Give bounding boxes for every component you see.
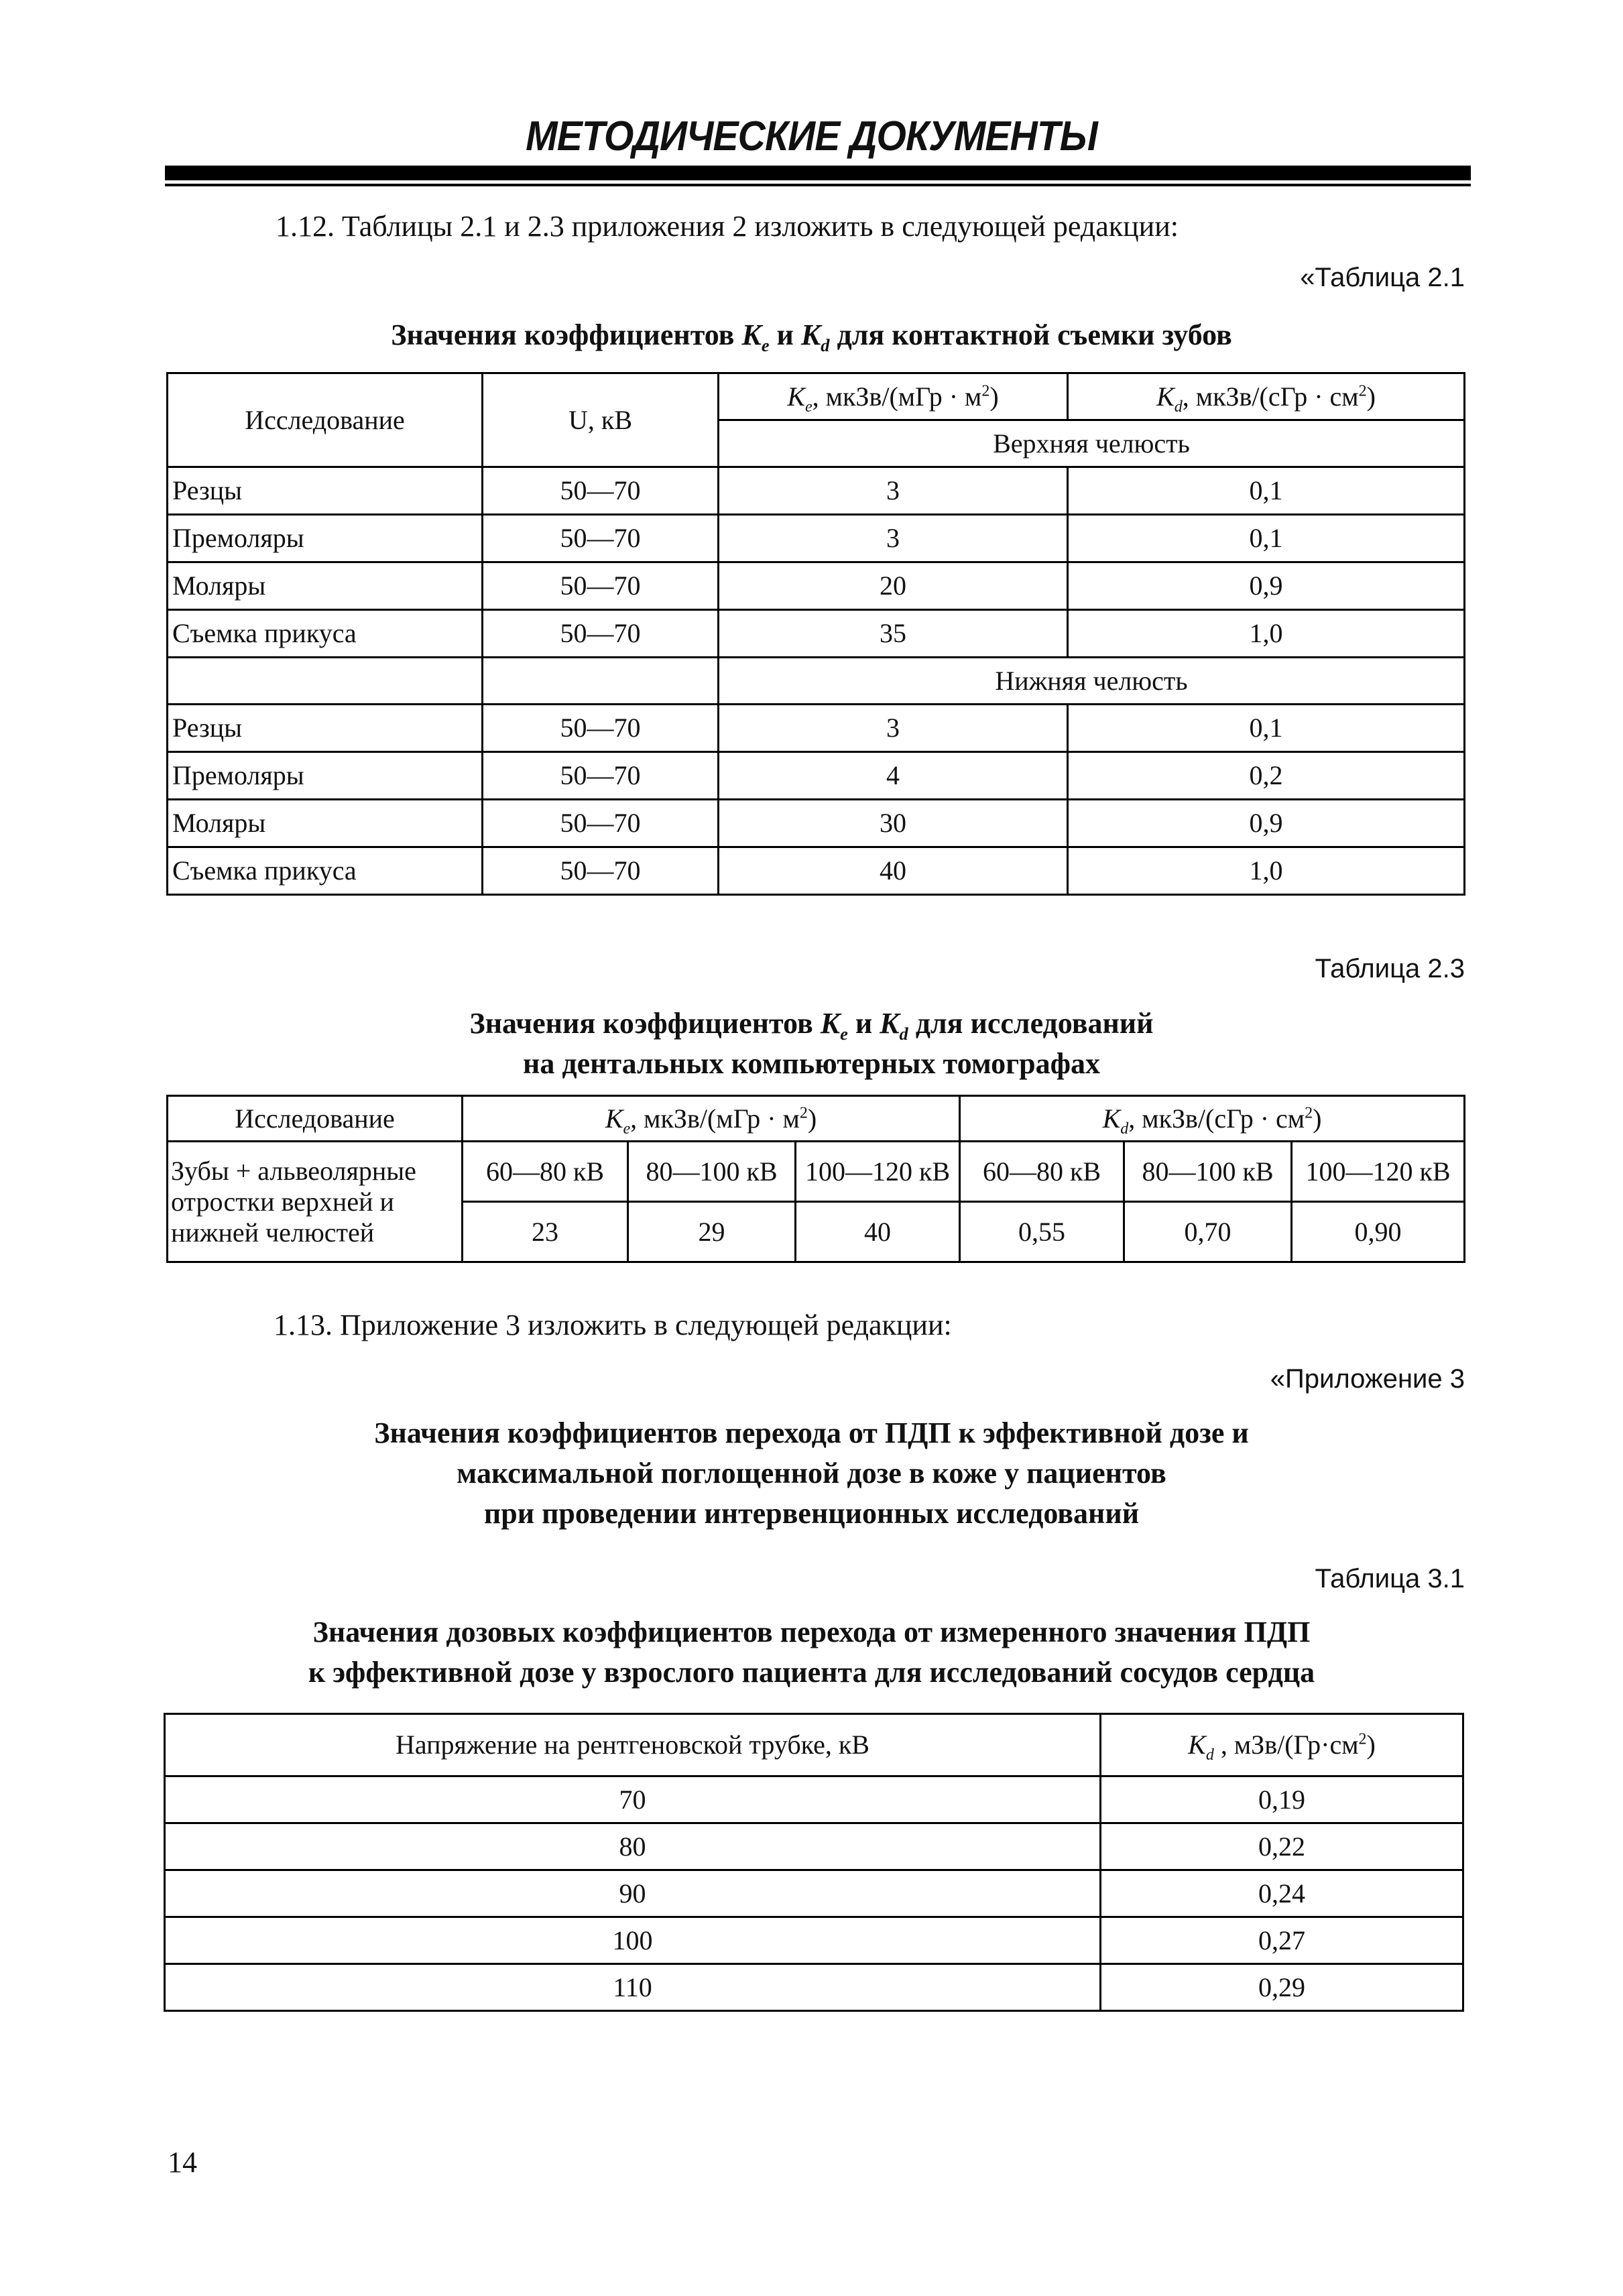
ke-unit-close: ) [989,381,999,412]
table-row [168,752,1465,800]
section-1-12-text: 1.12. Таблицы 2.1 и 2.3 приложения 2 изложить в следующей редакции: [276,210,1179,243]
cell-ke: 20 [719,562,1068,610]
caption-text: для контактной съемки зубов [829,318,1232,351]
appendix-3-label: «Приложение 3 [1270,1364,1465,1394]
cell-voltage: 50—70 [483,847,719,895]
table-row [165,1964,1463,2011]
kd-subscript: d [1120,1120,1129,1138]
cell-study: Резцы [168,705,483,752]
cell-study-text: Зубы + альвеолярные отростки верхней и нижней челюстей [171,1155,416,1248]
caption-kd-symbol: K [800,318,821,351]
table-row [168,610,1465,658]
header-rule-thin [165,184,1471,186]
cell-kd: 0,19 [1101,1776,1463,1823]
kd-unit-sup: 2 [1358,1730,1367,1748]
running-head: МЕТОДИЧЕСКИЕ ДОКУМЕНТЫ [526,113,1097,160]
cell-study: Резцы [168,467,483,515]
ke-unit-sup: 2 [981,382,990,400]
header-study: Исследование [168,1096,463,1142]
table-row [168,800,1465,847]
kd-unit-close: ) [1313,1103,1322,1134]
cell-ke: 3 [719,705,1068,752]
cell-kd: 0,27 [1101,1917,1463,1964]
ke-unit-sup: 2 [799,1104,808,1122]
caption-ke-symbol: K [820,1007,841,1040]
cell-voltage-range: 80—100 кВ [1124,1142,1292,1202]
cell-kd: 1,0 [1068,610,1465,658]
table-2-1 [166,372,1465,896]
cell-kd: 0,1 [1068,515,1465,562]
cell-study: Съемка прикуса [168,847,483,895]
header-voltage: Напряжение на рентгеновской трубке, кВ [165,1714,1101,1776]
appendix-3-title [0,1413,1623,1534]
kd-symbol: K [1156,381,1175,412]
cell-voltage: 50—70 [483,800,719,847]
kd-unit: , мкЗв/(сГр · см [1128,1103,1305,1134]
cell-study [168,1142,463,1262]
cell-study: Моляры [168,800,483,847]
cell-kd-value: 0,90 [1292,1202,1465,1262]
cell-voltage: 50—70 [483,752,719,800]
ke-symbol: K [605,1103,623,1134]
cell-kd: 0,2 [1068,752,1465,800]
caption-text: и [847,1007,880,1040]
caption-text: для исследований [908,1007,1154,1040]
cell-voltage: 90 [165,1870,1101,1917]
table-2-3 [166,1095,1465,1263]
cell-voltage-range: 60—80 кВ [960,1142,1124,1202]
table-2-3-caption [0,1004,1623,1084]
section-1-13-text: 1.13. Приложение 3 изложить в следующей редакции: [274,1309,952,1341]
cell-study: Съемка прикуса [168,610,483,658]
cell-ke: 3 [719,515,1068,562]
kd-subscript: d [1174,398,1183,416]
kd-unit-close: ) [1366,381,1376,412]
cell-ke: 4 [719,752,1068,800]
table-3-1 [164,1713,1464,2012]
kd-unit-sup: 2 [1305,1104,1313,1122]
cell-kd: 0,1 [1068,467,1465,515]
cell-ke: 30 [719,800,1068,847]
cell-voltage: 80 [165,1823,1101,1870]
appendix-title-line: при проведении интервенционных исследований [483,1497,1140,1530]
cell-ke: 40 [719,847,1068,895]
page-number: 14 [168,2146,197,2179]
cell-voltage-range: 100—120 кВ [796,1142,960,1202]
cell-voltage: 110 [165,1964,1101,2011]
header-ke [719,373,1068,420]
caption-line-1 [0,1004,1623,1044]
table-row [168,467,1465,515]
cell-study: Премоляры [168,752,483,800]
caption-line: Значения дозовых коэффициентов перехода от измеренного значения ПДП [312,1616,1311,1648]
cell-voltage-range: 100—120 кВ [1292,1142,1465,1202]
table-row [168,515,1465,562]
ke-subscript: e [805,398,813,416]
table-2-1-caption [0,315,1623,355]
cell-voltage-range: 80—100 кВ [628,1142,796,1202]
caption-kd-symbol: K [880,1007,900,1040]
table-2-3-label: Таблица 2.3 [1315,954,1465,983]
cell-voltage: 100 [165,1917,1101,1964]
kd-unit-sup: 2 [1358,382,1367,400]
cell-voltage: 50—70 [483,610,719,658]
caption-kd-subscript: d [899,1023,908,1044]
cell-empty [483,658,719,705]
appendix-title-line: максимальной поглощенной дозе в коже у пациентов [457,1457,1166,1490]
ke-symbol: K [787,381,806,412]
cell-kd: 0,1 [1068,705,1465,752]
table-row [168,705,1465,752]
cell-voltage-range: 60—80 кВ [463,1142,628,1202]
ke-subscript: e [623,1120,631,1138]
caption-ke-symbol: K [741,318,762,351]
ke-unit: , мкЗв/(мГр · м [630,1103,800,1134]
cell-kd: 0,29 [1101,1964,1463,2011]
header-study: Исследование [168,373,483,467]
table-3-1-caption [0,1612,1623,1693]
cell-voltage: 50—70 [483,515,719,562]
kd-unit-close: ) [1366,1730,1376,1760]
caption-ke-subscript: e [840,1023,848,1044]
header-ke [463,1096,960,1142]
table-row [165,1776,1463,1823]
kd-unit: , мкЗв/(сГр · см [1182,381,1359,412]
header-kd [1101,1714,1463,1776]
kd-symbol: K [1188,1730,1206,1760]
cell-study: Премоляры [168,515,483,562]
kd-unit: , мЗв/(Гр·см [1213,1730,1359,1760]
caption-kd-subscript: d [821,335,830,355]
cell-kd: 1,0 [1068,847,1465,895]
cell-study: Моляры [168,562,483,610]
group-title-lower-jaw: Нижняя челюсть [719,658,1465,705]
appendix-title-line: Значения коэффициентов перехода от ПДП к эффективной дозе и [374,1416,1249,1449]
cell-ke: 3 [719,467,1068,515]
caption-text: Значения коэффициентов [391,318,742,351]
table-row [168,562,1465,610]
caption-line: к эффективной дозе у взрослого пациента для исследований сосудов сердца [308,1656,1315,1689]
ke-unit-close: ) [807,1103,817,1134]
table-3-1-label: Таблица 3.1 [1315,1564,1465,1593]
cell-kd-value: 0,70 [1124,1202,1292,1262]
group-title-upper-jaw: Верхняя челюсть [719,420,1465,467]
header-kd [1068,373,1465,420]
cell-kd: 0,9 [1068,800,1465,847]
caption-line-2: на дентальных компьютерных томографах [522,1047,1101,1080]
cell-kd-value: 0,55 [960,1202,1124,1262]
cell-voltage: 50—70 [483,467,719,515]
cell-kd: 0,24 [1101,1870,1463,1917]
table-row [165,1870,1463,1917]
ke-unit: , мкЗв/(мГр · м [812,381,982,412]
cell-ke-value: 23 [463,1202,628,1262]
caption-text: Значения коэффициентов [469,1007,821,1040]
header-rule-thick [165,166,1471,180]
cell-ke-value: 29 [628,1202,796,1262]
cell-ke-value: 40 [796,1202,960,1262]
table-row [165,1917,1463,1964]
cell-voltage: 50—70 [483,705,719,752]
cell-kd: 0,22 [1101,1823,1463,1870]
cell-empty [168,658,483,705]
header-voltage: U, кВ [483,373,719,467]
cell-kd: 0,9 [1068,562,1465,610]
table-row [168,847,1465,895]
caption-ke-subscript: e [761,335,770,355]
table-2-1-label: «Таблица 2.1 [1300,263,1465,292]
cell-voltage: 70 [165,1776,1101,1823]
kd-subscript: d [1205,1746,1214,1764]
cell-ke: 35 [719,610,1068,658]
kd-symbol: K [1102,1103,1121,1134]
caption-text: и [769,318,801,351]
cell-voltage: 50—70 [483,562,719,610]
header-kd [960,1096,1465,1142]
table-row [165,1823,1463,1870]
